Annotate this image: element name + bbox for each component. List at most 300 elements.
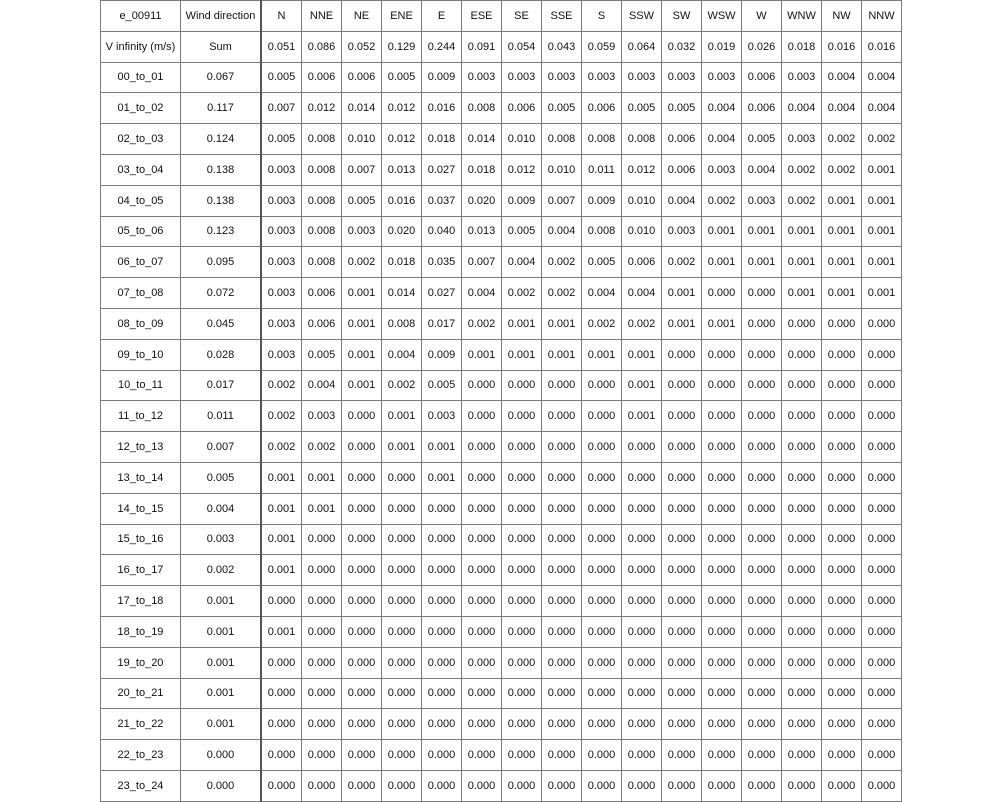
frequency-cell: 0.000 xyxy=(662,586,702,617)
frequency-cell: 0.004 xyxy=(382,339,422,370)
frequency-cell: 0.000 xyxy=(342,678,382,709)
frequency-cell: 0.000 xyxy=(702,616,742,647)
frequency-cell: 0.000 xyxy=(342,709,382,740)
frequency-cell: 0.000 xyxy=(462,586,502,617)
table-row xyxy=(101,740,902,771)
frequency-cell: 0.000 xyxy=(862,678,902,709)
frequency-cell: 0.000 xyxy=(302,524,342,555)
frequency-cell: 0.000 xyxy=(622,709,662,740)
wind-direction-header: Wind direction xyxy=(181,1,262,32)
frequency-cell: 0.002 xyxy=(261,401,302,432)
frequency-cell: 0.000 xyxy=(302,709,342,740)
frequency-cell: 0.040 xyxy=(422,216,462,247)
frequency-cell: 0.000 xyxy=(662,493,702,524)
frequency-cell: 0.003 xyxy=(261,185,302,216)
frequency-cell: 0.000 xyxy=(542,709,582,740)
frequency-cell: 0.000 xyxy=(542,370,582,401)
frequency-cell: 0.000 xyxy=(422,740,462,771)
speed-bin-sum: 0.123 xyxy=(181,216,262,247)
frequency-cell: 0.002 xyxy=(462,308,502,339)
frequency-cell: 0.000 xyxy=(622,678,662,709)
direction-sum-nne: 0.086 xyxy=(302,31,342,62)
frequency-cell: 0.000 xyxy=(462,432,502,463)
direction-sum-ssw: 0.064 xyxy=(622,31,662,62)
frequency-cell: 0.008 xyxy=(542,124,582,155)
frequency-cell: 0.001 xyxy=(742,247,782,278)
frequency-cell: 0.002 xyxy=(261,370,302,401)
frequency-cell: 0.008 xyxy=(302,216,342,247)
frequency-cell: 0.001 xyxy=(261,555,302,586)
speed-bin-label: 10_to_11 xyxy=(101,370,181,401)
direction-header-wnw: WNW xyxy=(782,1,822,32)
frequency-cell: 0.000 xyxy=(862,370,902,401)
frequency-cell: 0.001 xyxy=(342,308,382,339)
frequency-cell: 0.008 xyxy=(582,216,622,247)
frequency-cell: 0.007 xyxy=(261,93,302,124)
frequency-cell: 0.000 xyxy=(702,586,742,617)
table-row xyxy=(101,401,902,432)
frequency-cell: 0.000 xyxy=(502,432,542,463)
frequency-cell: 0.004 xyxy=(822,93,862,124)
frequency-cell: 0.000 xyxy=(782,462,822,493)
frequency-cell: 0.003 xyxy=(261,339,302,370)
frequency-cell: 0.000 xyxy=(782,432,822,463)
frequency-cell: 0.000 xyxy=(782,770,822,801)
frequency-cell: 0.003 xyxy=(662,62,702,93)
frequency-cell: 0.000 xyxy=(702,740,742,771)
frequency-cell: 0.010 xyxy=(342,124,382,155)
frequency-cell: 0.000 xyxy=(462,524,502,555)
frequency-cell: 0.000 xyxy=(662,616,702,647)
speed-bin-label: 13_to_14 xyxy=(101,462,181,493)
table-row xyxy=(101,616,902,647)
frequency-cell: 0.000 xyxy=(742,709,782,740)
frequency-cell: 0.000 xyxy=(622,555,662,586)
frequency-cell: 0.000 xyxy=(622,740,662,771)
frequency-cell: 0.000 xyxy=(662,740,702,771)
frequency-cell: 0.020 xyxy=(462,185,502,216)
frequency-cell: 0.000 xyxy=(822,555,862,586)
frequency-cell: 0.000 xyxy=(622,432,662,463)
corner-cell: e_00911 xyxy=(101,1,181,32)
sum-label: Sum xyxy=(181,31,262,62)
frequency-cell: 0.000 xyxy=(742,339,782,370)
frequency-cell: 0.003 xyxy=(782,62,822,93)
frequency-cell: 0.000 xyxy=(542,524,582,555)
speed-bin-sum: 0.124 xyxy=(181,124,262,155)
frequency-cell: 0.000 xyxy=(261,740,302,771)
frequency-cell: 0.027 xyxy=(422,154,462,185)
speed-bin-sum: 0.004 xyxy=(181,493,262,524)
frequency-cell: 0.001 xyxy=(342,278,382,309)
frequency-cell: 0.009 xyxy=(502,185,542,216)
frequency-cell: 0.000 xyxy=(862,616,902,647)
table-row xyxy=(101,93,902,124)
frequency-cell: 0.001 xyxy=(862,185,902,216)
frequency-cell: 0.001 xyxy=(342,370,382,401)
frequency-cell: 0.003 xyxy=(782,124,822,155)
frequency-cell: 0.000 xyxy=(822,462,862,493)
frequency-cell: 0.005 xyxy=(302,339,342,370)
speed-bin-label: 00_to_01 xyxy=(101,62,181,93)
frequency-cell: 0.003 xyxy=(742,185,782,216)
frequency-cell: 0.005 xyxy=(662,93,702,124)
frequency-cell: 0.000 xyxy=(662,770,702,801)
frequency-cell: 0.001 xyxy=(822,247,862,278)
speed-bin-label: 23_to_24 xyxy=(101,770,181,801)
frequency-cell: 0.035 xyxy=(422,247,462,278)
speed-bin-sum: 0.138 xyxy=(181,185,262,216)
frequency-cell: 0.000 xyxy=(422,647,462,678)
direction-sum-ene: 0.129 xyxy=(382,31,422,62)
speed-bin-label: 16_to_17 xyxy=(101,555,181,586)
frequency-cell: 0.003 xyxy=(261,216,302,247)
frequency-cell: 0.000 xyxy=(822,616,862,647)
frequency-cell: 0.000 xyxy=(582,740,622,771)
frequency-cell: 0.000 xyxy=(582,647,622,678)
frequency-cell: 0.000 xyxy=(462,370,502,401)
frequency-cell: 0.000 xyxy=(862,709,902,740)
frequency-cell: 0.000 xyxy=(742,432,782,463)
frequency-cell: 0.003 xyxy=(702,154,742,185)
frequency-cell: 0.002 xyxy=(702,185,742,216)
frequency-cell: 0.001 xyxy=(302,493,342,524)
table-row xyxy=(101,647,902,678)
frequency-cell: 0.000 xyxy=(261,770,302,801)
frequency-cell: 0.001 xyxy=(302,462,342,493)
direction-header-wsw: WSW xyxy=(702,1,742,32)
frequency-cell: 0.001 xyxy=(542,308,582,339)
frequency-cell: 0.000 xyxy=(462,709,502,740)
frequency-cell: 0.001 xyxy=(822,185,862,216)
frequency-cell: 0.001 xyxy=(782,247,822,278)
frequency-cell: 0.000 xyxy=(422,678,462,709)
frequency-cell: 0.000 xyxy=(582,770,622,801)
frequency-cell: 0.000 xyxy=(662,370,702,401)
frequency-cell: 0.001 xyxy=(742,216,782,247)
frequency-cell: 0.010 xyxy=(622,216,662,247)
frequency-cell: 0.000 xyxy=(742,493,782,524)
frequency-cell: 0.008 xyxy=(462,93,502,124)
direction-header-se: SE xyxy=(502,1,542,32)
frequency-cell: 0.006 xyxy=(622,247,662,278)
frequency-cell: 0.000 xyxy=(822,308,862,339)
frequency-cell: 0.000 xyxy=(782,493,822,524)
frequency-cell: 0.000 xyxy=(622,524,662,555)
table-row xyxy=(101,770,902,801)
frequency-cell: 0.001 xyxy=(862,154,902,185)
frequency-cell: 0.000 xyxy=(662,709,702,740)
frequency-cell: 0.000 xyxy=(382,616,422,647)
table-row xyxy=(101,678,902,709)
frequency-cell: 0.000 xyxy=(822,493,862,524)
frequency-cell: 0.000 xyxy=(542,401,582,432)
frequency-cell: 0.004 xyxy=(462,278,502,309)
frequency-cell: 0.000 xyxy=(662,647,702,678)
table-row xyxy=(101,432,902,463)
frequency-cell: 0.000 xyxy=(782,616,822,647)
header-row xyxy=(101,1,902,32)
frequency-cell: 0.000 xyxy=(382,555,422,586)
speed-bin-sum: 0.003 xyxy=(181,524,262,555)
frequency-cell: 0.009 xyxy=(422,62,462,93)
frequency-cell: 0.006 xyxy=(662,154,702,185)
speed-bin-sum: 0.001 xyxy=(181,678,262,709)
direction-header-sse: SSE xyxy=(542,1,582,32)
frequency-cell: 0.000 xyxy=(261,678,302,709)
frequency-cell: 0.000 xyxy=(261,709,302,740)
table-row xyxy=(101,370,902,401)
frequency-cell: 0.000 xyxy=(422,493,462,524)
speed-bin-sum: 0.095 xyxy=(181,247,262,278)
frequency-cell: 0.001 xyxy=(822,278,862,309)
frequency-cell: 0.000 xyxy=(702,709,742,740)
speed-bin-sum: 0.001 xyxy=(181,586,262,617)
speed-bin-sum: 0.007 xyxy=(181,432,262,463)
frequency-cell: 0.002 xyxy=(782,185,822,216)
speed-bin-label: 04_to_05 xyxy=(101,185,181,216)
frequency-cell: 0.007 xyxy=(462,247,502,278)
frequency-cell: 0.000 xyxy=(822,678,862,709)
frequency-cell: 0.000 xyxy=(742,770,782,801)
frequency-cell: 0.005 xyxy=(261,62,302,93)
speed-bin-label: 02_to_03 xyxy=(101,124,181,155)
frequency-cell: 0.000 xyxy=(822,524,862,555)
direction-sum-e: 0.244 xyxy=(422,31,462,62)
frequency-cell: 0.011 xyxy=(582,154,622,185)
frequency-cell: 0.001 xyxy=(502,308,542,339)
frequency-cell: 0.000 xyxy=(382,647,422,678)
frequency-cell: 0.000 xyxy=(342,401,382,432)
frequency-cell: 0.001 xyxy=(702,308,742,339)
frequency-cell: 0.004 xyxy=(702,93,742,124)
frequency-cell: 0.000 xyxy=(422,586,462,617)
frequency-cell: 0.000 xyxy=(582,493,622,524)
frequency-cell: 0.005 xyxy=(382,62,422,93)
frequency-cell: 0.007 xyxy=(342,154,382,185)
frequency-cell: 0.001 xyxy=(622,401,662,432)
frequency-cell: 0.000 xyxy=(462,555,502,586)
frequency-cell: 0.000 xyxy=(622,462,662,493)
frequency-cell: 0.001 xyxy=(542,339,582,370)
speed-bin-label: 03_to_04 xyxy=(101,154,181,185)
frequency-cell: 0.000 xyxy=(702,524,742,555)
frequency-cell: 0.000 xyxy=(422,770,462,801)
frequency-cell: 0.009 xyxy=(422,339,462,370)
frequency-cell: 0.013 xyxy=(382,154,422,185)
frequency-cell: 0.000 xyxy=(622,586,662,617)
frequency-cell: 0.000 xyxy=(542,647,582,678)
frequency-cell: 0.014 xyxy=(382,278,422,309)
frequency-cell: 0.000 xyxy=(622,616,662,647)
speed-bin-label: 17_to_18 xyxy=(101,586,181,617)
speed-bin-sum: 0.000 xyxy=(181,770,262,801)
speed-bin-label: 07_to_08 xyxy=(101,278,181,309)
frequency-cell: 0.012 xyxy=(622,154,662,185)
frequency-cell: 0.000 xyxy=(862,432,902,463)
direction-sum-wsw: 0.019 xyxy=(702,31,742,62)
table-row xyxy=(101,462,902,493)
frequency-cell: 0.000 xyxy=(862,493,902,524)
frequency-cell: 0.017 xyxy=(422,308,462,339)
frequency-cell: 0.004 xyxy=(622,278,662,309)
frequency-cell: 0.000 xyxy=(742,678,782,709)
frequency-cell: 0.000 xyxy=(342,647,382,678)
frequency-cell: 0.000 xyxy=(782,678,822,709)
frequency-cell: 0.000 xyxy=(702,647,742,678)
frequency-cell: 0.000 xyxy=(302,586,342,617)
frequency-cell: 0.000 xyxy=(462,493,502,524)
frequency-cell: 0.000 xyxy=(422,524,462,555)
speed-bin-label: 09_to_10 xyxy=(101,339,181,370)
frequency-cell: 0.004 xyxy=(782,93,822,124)
frequency-cell: 0.000 xyxy=(342,586,382,617)
frequency-cell: 0.000 xyxy=(462,770,502,801)
frequency-cell: 0.000 xyxy=(582,586,622,617)
speed-bin-sum: 0.138 xyxy=(181,154,262,185)
frequency-cell: 0.000 xyxy=(542,493,582,524)
frequency-cell: 0.000 xyxy=(542,616,582,647)
frequency-cell: 0.000 xyxy=(662,432,702,463)
frequency-cell: 0.000 xyxy=(462,616,502,647)
frequency-cell: 0.002 xyxy=(662,247,702,278)
speed-bin-label: 22_to_23 xyxy=(101,740,181,771)
frequency-cell: 0.004 xyxy=(542,216,582,247)
speed-bin-sum: 0.045 xyxy=(181,308,262,339)
frequency-cell: 0.000 xyxy=(822,740,862,771)
frequency-cell: 0.000 xyxy=(742,740,782,771)
frequency-cell: 0.001 xyxy=(261,493,302,524)
frequency-cell: 0.000 xyxy=(782,524,822,555)
frequency-cell: 0.001 xyxy=(822,216,862,247)
frequency-cell: 0.000 xyxy=(502,524,542,555)
frequency-cell: 0.000 xyxy=(742,647,782,678)
direction-header-ne: NE xyxy=(342,1,382,32)
direction-header-e: E xyxy=(422,1,462,32)
frequency-cell: 0.000 xyxy=(782,740,822,771)
frequency-cell: 0.000 xyxy=(822,339,862,370)
frequency-cell: 0.003 xyxy=(302,401,342,432)
frequency-cell: 0.004 xyxy=(302,370,342,401)
frequency-cell: 0.000 xyxy=(822,432,862,463)
frequency-cell: 0.000 xyxy=(382,462,422,493)
frequency-cell: 0.000 xyxy=(582,678,622,709)
direction-header-ssw: SSW xyxy=(622,1,662,32)
frequency-cell: 0.002 xyxy=(582,308,622,339)
speed-bin-sum: 0.067 xyxy=(181,62,262,93)
speed-bin-sum: 0.000 xyxy=(181,740,262,771)
frequency-cell: 0.009 xyxy=(582,185,622,216)
table-row xyxy=(101,124,902,155)
frequency-cell: 0.001 xyxy=(662,308,702,339)
frequency-cell: 0.000 xyxy=(742,370,782,401)
frequency-cell: 0.005 xyxy=(742,124,782,155)
frequency-cell: 0.000 xyxy=(742,401,782,432)
frequency-cell: 0.000 xyxy=(862,586,902,617)
frequency-cell: 0.000 xyxy=(622,770,662,801)
frequency-cell: 0.006 xyxy=(582,93,622,124)
frequency-cell: 0.003 xyxy=(462,62,502,93)
wind-frequency-table xyxy=(100,0,902,802)
frequency-cell: 0.001 xyxy=(662,278,702,309)
frequency-cell: 0.008 xyxy=(622,124,662,155)
table-row xyxy=(101,555,902,586)
frequency-cell: 0.003 xyxy=(422,401,462,432)
table-row xyxy=(101,308,902,339)
frequency-cell: 0.000 xyxy=(582,370,622,401)
frequency-cell: 0.000 xyxy=(462,462,502,493)
speed-bin-label: 15_to_16 xyxy=(101,524,181,555)
frequency-cell: 0.001 xyxy=(382,401,422,432)
frequency-cell: 0.001 xyxy=(702,247,742,278)
frequency-cell: 0.000 xyxy=(582,616,622,647)
frequency-cell: 0.000 xyxy=(862,740,902,771)
direction-sum-se: 0.054 xyxy=(502,31,542,62)
frequency-cell: 0.000 xyxy=(782,339,822,370)
frequency-cell: 0.012 xyxy=(382,93,422,124)
table-row xyxy=(101,493,902,524)
frequency-cell: 0.000 xyxy=(862,647,902,678)
direction-sum-n: 0.051 xyxy=(261,31,302,62)
frequency-cell: 0.000 xyxy=(261,647,302,678)
frequency-cell: 0.000 xyxy=(302,647,342,678)
frequency-cell: 0.004 xyxy=(702,124,742,155)
speed-bin-label: 08_to_09 xyxy=(101,308,181,339)
frequency-cell: 0.002 xyxy=(382,370,422,401)
frequency-cell: 0.008 xyxy=(582,124,622,155)
frequency-cell: 0.018 xyxy=(462,154,502,185)
speed-bin-sum: 0.117 xyxy=(181,93,262,124)
direction-sum-s: 0.059 xyxy=(582,31,622,62)
table-row xyxy=(101,278,902,309)
frequency-cell: 0.037 xyxy=(422,185,462,216)
speed-bin-label: 20_to_21 xyxy=(101,678,181,709)
frequency-cell: 0.001 xyxy=(261,616,302,647)
frequency-cell: 0.000 xyxy=(261,586,302,617)
frequency-cell: 0.000 xyxy=(862,462,902,493)
frequency-cell: 0.000 xyxy=(702,339,742,370)
frequency-cell: 0.000 xyxy=(302,616,342,647)
speed-bin-sum: 0.005 xyxy=(181,462,262,493)
frequency-cell: 0.000 xyxy=(662,401,702,432)
frequency-cell: 0.027 xyxy=(422,278,462,309)
table-row xyxy=(101,185,902,216)
table-row xyxy=(101,154,902,185)
frequency-cell: 0.000 xyxy=(582,709,622,740)
frequency-cell: 0.000 xyxy=(742,616,782,647)
frequency-cell: 0.000 xyxy=(502,647,542,678)
frequency-cell: 0.003 xyxy=(261,278,302,309)
frequency-cell: 0.008 xyxy=(382,308,422,339)
direction-sum-ne: 0.052 xyxy=(342,31,382,62)
direction-header-sw: SW xyxy=(662,1,702,32)
frequency-cell: 0.000 xyxy=(822,586,862,617)
frequency-cell: 0.001 xyxy=(622,339,662,370)
speed-bin-sum: 0.028 xyxy=(181,339,262,370)
frequency-cell: 0.000 xyxy=(862,308,902,339)
frequency-cell: 0.014 xyxy=(342,93,382,124)
frequency-cell: 0.008 xyxy=(302,154,342,185)
frequency-cell: 0.000 xyxy=(662,555,702,586)
frequency-cell: 0.001 xyxy=(261,524,302,555)
frequency-cell: 0.000 xyxy=(782,401,822,432)
frequency-cell: 0.007 xyxy=(542,185,582,216)
frequency-cell: 0.000 xyxy=(822,647,862,678)
frequency-cell: 0.000 xyxy=(862,770,902,801)
frequency-cell: 0.008 xyxy=(302,185,342,216)
speed-bin-sum: 0.001 xyxy=(181,616,262,647)
frequency-cell: 0.020 xyxy=(382,216,422,247)
